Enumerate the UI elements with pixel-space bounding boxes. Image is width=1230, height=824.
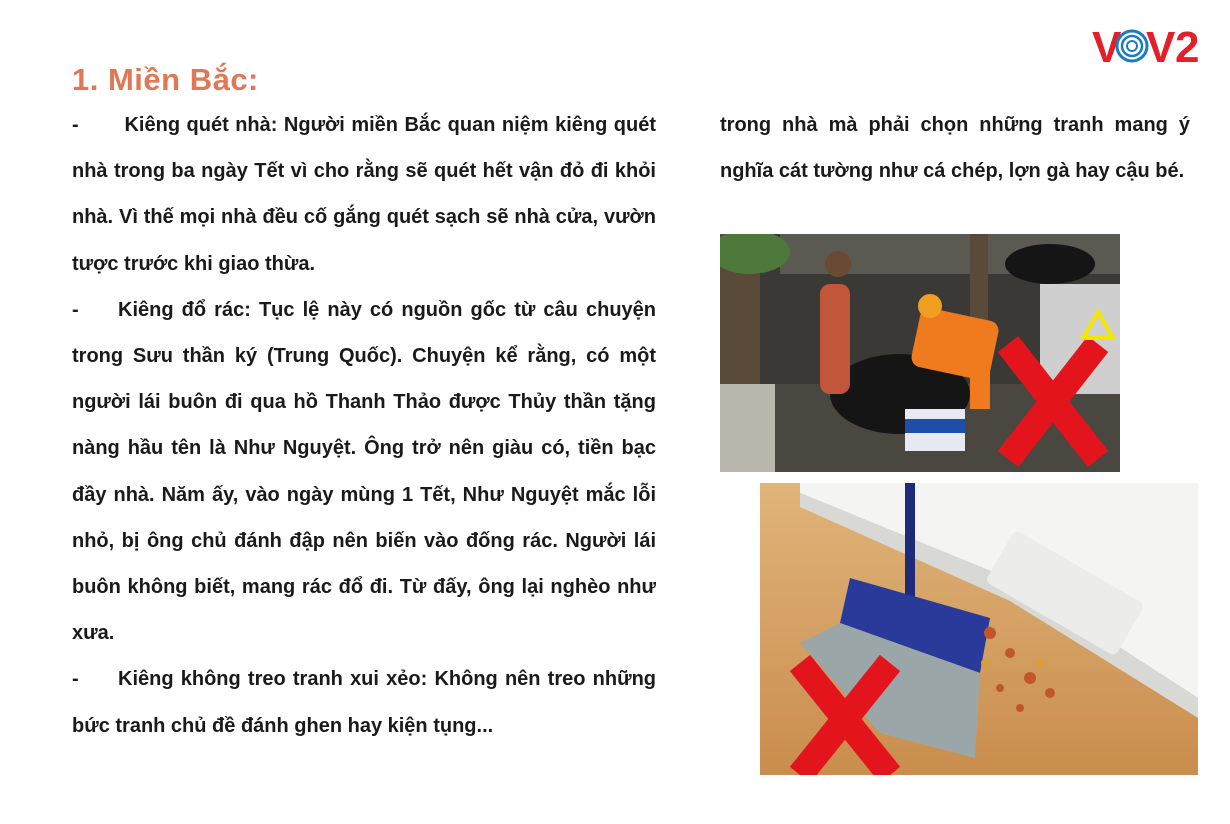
left-column	[72, 102, 656, 749]
paragraph-sweeping	[72, 102, 656, 287]
logo-letter-v1: V	[1092, 23, 1120, 70]
section-heading: 1. Miền Bắc:	[72, 62, 259, 97]
vov2-logo-graphic	[1092, 22, 1204, 70]
bullet-dash: -	[72, 668, 79, 691]
logo-letter-v2: V	[1146, 23, 1174, 70]
bullet-dash: -	[72, 114, 79, 136]
garbage-collection-photo	[720, 234, 1120, 472]
paragraph-paintings	[72, 656, 656, 748]
paragraph-continuation: trong nhà mà phải chọn những tranh mang ý nghĩa cát tường như cá chép, lợn gà hay cậu bé.	[720, 114, 1190, 183]
logo-letter-o: O	[1131, 61, 1133, 62]
right-column	[720, 102, 1190, 194]
paragraph-text: Kiêng không treo tranh xui xẻo: Không nên treo những bức tranh chủ đề đánh ghen hay kiện tụng...	[72, 668, 656, 737]
paragraph-garbage	[72, 287, 656, 657]
broom-sweeping-photo	[760, 483, 1198, 775]
paragraph-text: Kiêng đổ rác: Tục lệ này có nguồn gốc từ câu chuyện trong Sưu thần ký (Trung Quốc). Chuyện kể rằng, có một người lái buôn đi qua hồ Thanh Thảo được Thủy thần tặng nàng hầu tên là Như Nguyệt. Ông trở nên giàu có, tiền bạc đầy nhà. Năm ấy, vào ngày mùng 1 Tết, Như Nguyệt mắc lỗi nhỏ, bị ông chủ đánh đập nên biến vào đống rác. Người lái buôn không biết, mang rác đổ đi. Từ đấy, ông lại nghèo như xưa.	[72, 298, 656, 645]
logo-digit-2: 2	[1175, 23, 1198, 70]
logo-globe-icon	[1117, 31, 1147, 62]
paragraph-text: Kiêng quét nhà: Người miền Bắc quan niệm kiêng quét nhà trong ba ngày Tết vì cho rằng sẽ quét hết vận đỏ đi khỏi nhà. Vì thế mọi nhà đều cố gắng quét sạch sẽ nhà cửa, vườn tược trước khi giao thừa.	[72, 114, 656, 275]
bullet-dash: -	[72, 298, 79, 321]
vov2-logo	[1092, 22, 1204, 70]
